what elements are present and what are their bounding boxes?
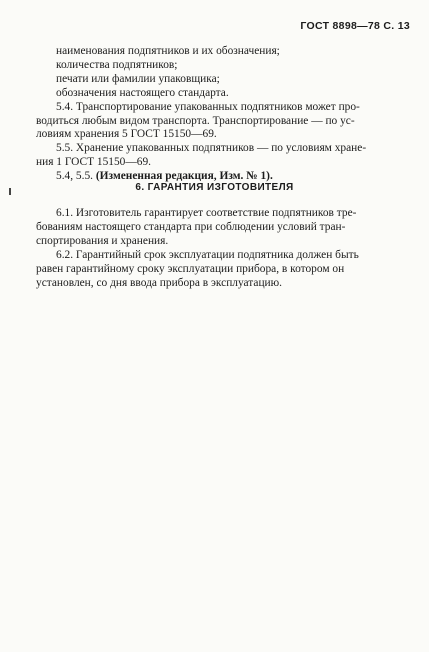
paragraph-6-1-line: бованиям настоящего стандарта при соблюдении условий тран- bbox=[36, 220, 346, 233]
paragraph-5-4-line: водиться любым видом транспорта. Транспортирование — по ус- bbox=[36, 114, 355, 127]
paragraph-5-5-line: ния 1 ГОСТ 15150—69. bbox=[36, 156, 151, 169]
paragraph-6-2-line: равен гарантийному сроку эксплуатации прибора, в котором он bbox=[36, 262, 345, 275]
paragraph-6-1-line: 6.1. Изготовитель гарантирует соответствие подпятников тре- bbox=[56, 207, 357, 219]
paragraph-6-2-line: 6.2. Гарантийный срок эксплуатации подпятника должен быть bbox=[56, 248, 359, 261]
paragraph-5-5-line: 5.5. Хранение упакованных подпятников — по условиям хране- bbox=[56, 142, 367, 155]
paragraph-5-4-line: 5.4. Транспортирование упакованных подпятников может про- bbox=[56, 100, 360, 113]
list-item: обозначения настоящего стандарта. bbox=[56, 86, 229, 99]
paragraph-5-4-line: ловиям хранения 5 ГОСТ 15150—69. bbox=[36, 128, 217, 141]
paragraph-6-2-line: установлен, со дня ввода прибора в эксплуатацию. bbox=[36, 276, 282, 289]
amendment-prefix: 5.4, 5.5. bbox=[56, 170, 96, 183]
upper-text-block bbox=[36, 45, 400, 184]
amendment-text: (Измененная редакция, Изм. № 1). bbox=[95, 170, 273, 183]
paragraph-6-1-line: спортирования и хранения. bbox=[36, 234, 169, 247]
section-title: 6. ГАРАНТИЯ ИЗГОТОВИТЕЛЯ bbox=[135, 182, 294, 193]
list-item: печати или фамилии упаковщика; bbox=[56, 72, 220, 85]
list-item: количества подпятников; bbox=[56, 58, 178, 71]
list-item: наименования подпятников и их обозначения; bbox=[56, 45, 280, 57]
lower-text-block bbox=[36, 207, 400, 290]
page-header: ГОСТ 8898—78 С. 13 bbox=[300, 20, 410, 32]
